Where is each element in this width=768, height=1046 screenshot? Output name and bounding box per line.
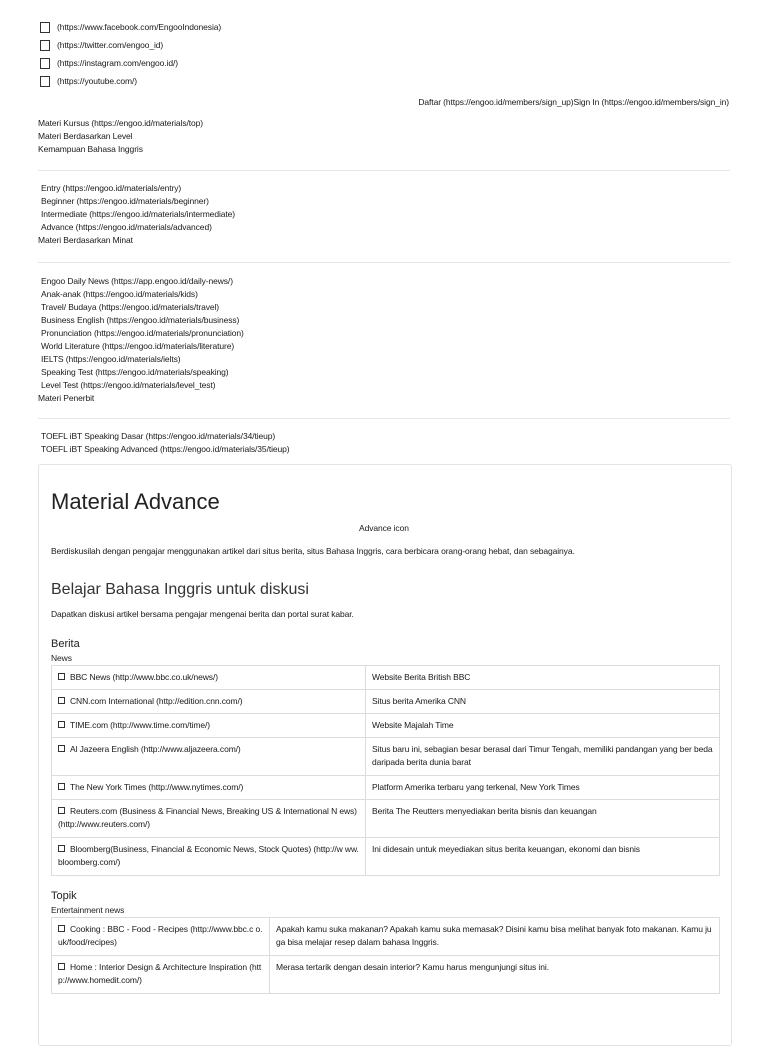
youtube-icon: [40, 76, 50, 87]
news-heading: Berita: [51, 638, 80, 650]
news-site-description: Platform Amerika terbaru yang terkenal, New York Times: [366, 776, 720, 800]
menu-toefl-advanced[interactable]: TOEFL iBT Speaking Advanced (https://engoo.id/materials/35/tieup): [41, 444, 290, 454]
facebook-link[interactable]: (https://www.facebook.com/EngooIndonesia): [57, 22, 222, 32]
news-table: [51, 665, 720, 876]
table-row: [52, 838, 720, 876]
menu-course-materials[interactable]: Materi Kursus (https://engoo.id/materials/top): [38, 118, 204, 128]
section-description: Dapatkan diskusi artikel bersama pengajar mengenai berita dan portal surat kabar.: [51, 609, 354, 619]
news-site-description: Situs baru ini, sebagian besar berasal dari Timur Tengah, memiliki pandangan yang ber beda daripada berita dunia barat: [366, 738, 720, 776]
facebook-icon: [40, 22, 50, 33]
link-icon: [58, 783, 65, 790]
page-title: Material Advance: [51, 489, 220, 514]
menu-toefl-basic[interactable]: TOEFL iBT Speaking Dasar (https://engoo.id/materials/34/tieup): [41, 431, 276, 441]
social-link-facebook[interactable]: [40, 18, 221, 36]
materials-menu-levels: [38, 182, 235, 247]
material-card: [38, 464, 732, 1046]
menu-interest-ielts[interactable]: IELTS (https://engoo.id/materials/ielts): [41, 354, 181, 364]
link-icon: [58, 673, 65, 680]
link-icon: [58, 963, 65, 970]
advance-icon: Advance icon: [359, 523, 409, 533]
materials-menu-top: [38, 117, 203, 156]
news-site-link[interactable]: Bloomberg(Business, Financial & Economic News, Stock Quotes) (http://w ww.bloomberg.com/): [58, 844, 359, 867]
news-site-link[interactable]: Al Jazeera English (http://www.aljazeera.com/): [70, 744, 241, 754]
news-subheading: News: [51, 653, 72, 663]
news-site-link[interactable]: Reuters.com (Business & Financial News, Breaking US & International N ews) (http://www.reuters.com/): [58, 806, 357, 829]
menu-interest-business[interactable]: Business English (https://engoo.id/materials/business): [41, 315, 240, 325]
auth-links: [418, 97, 729, 107]
news-site-description: Berita The Reutters menyediakan berita bisnis dan keuangan: [366, 800, 720, 838]
divider: [38, 262, 730, 263]
menu-english-skill-heading: Kemampuan Bahasa Inggris: [38, 144, 143, 154]
materials-menu-publisher: [38, 430, 290, 456]
instagram-link[interactable]: (https://instagram.com/engoo.id/): [57, 58, 178, 68]
signin-link[interactable]: Sign In (https://engoo.id/members/sign_in): [573, 97, 729, 107]
link-icon: [58, 845, 65, 852]
divider: [38, 418, 730, 419]
news-site-description: Website Berita British BBC: [366, 666, 720, 690]
social-link-twitter[interactable]: [40, 36, 221, 54]
menu-interest-travel[interactable]: Travel/ Budaya (https://engoo.id/materials/travel): [41, 302, 219, 312]
topic-subheading: Entertainment news: [51, 905, 125, 915]
link-icon: [58, 697, 65, 704]
twitter-link[interactable]: (https://twitter.com/engoo_id): [57, 40, 164, 50]
table-row: [52, 800, 720, 838]
social-link-instagram[interactable]: [40, 54, 221, 72]
news-site-link[interactable]: CNN.com International (http://edition.cnn.com/): [70, 696, 243, 706]
menu-interest-daily-news[interactable]: Engoo Daily News (https://app.engoo.id/daily-news/): [41, 276, 233, 286]
table-row: [52, 738, 720, 776]
social-link-youtube[interactable]: [40, 72, 221, 90]
news-site-link[interactable]: TIME.com (http://www.time.com/time/): [70, 720, 210, 730]
signup-link[interactable]: Daftar (https://engoo.id/members/sign_up): [418, 97, 574, 107]
menu-by-level-heading: Materi Berdasarkan Level: [38, 131, 133, 141]
menu-by-interest-heading: Materi Berdasarkan Minat: [38, 235, 133, 245]
twitter-icon: [40, 40, 50, 51]
menu-interest-literature[interactable]: World Literature (https://engoo.id/materials/literature): [41, 341, 235, 351]
news-site-description: Ini didesain untuk meyediakan situs berita keuangan, ekonomi dan bisnis: [366, 838, 720, 876]
social-links: [40, 18, 221, 90]
table-row: [52, 690, 720, 714]
link-icon: [58, 745, 65, 752]
topic-site-description: Apakah kamu suka makanan? Apakah kamu suka memasak? Disini kamu bisa melihat banyak foto makanan. Kamu juga bisa melajar resep dalam bahasa Inggris.: [270, 918, 720, 956]
menu-publisher-heading: Materi Penerbit: [38, 393, 95, 403]
news-site-description: Website Majalah Time: [366, 714, 720, 738]
news-site-description: Situs berita Amerika CNN: [366, 690, 720, 714]
divider: [38, 170, 730, 171]
table-row: [52, 956, 720, 994]
link-icon: [58, 925, 65, 932]
topic-heading: Topik: [51, 890, 77, 902]
materials-menu-interests: [38, 275, 244, 405]
menu-level-entry[interactable]: Entry (https://engoo.id/materials/entry): [41, 183, 182, 193]
table-row: [52, 666, 720, 690]
table-row: [52, 714, 720, 738]
page-description: Berdiskusilah dengan pengajar menggunakan artikel dari situs berita, situs Bahasa Inggris, cara berbicara orang-orang hebat, dan sebagainya.: [51, 546, 575, 556]
youtube-link[interactable]: (https://youtube.com/): [57, 76, 138, 86]
menu-level-beginner[interactable]: Beginner (https://engoo.id/materials/beginner): [41, 196, 209, 206]
link-icon: [58, 807, 65, 814]
menu-interest-pronunciation[interactable]: Pronunciation (https://engoo.id/materials/pronunciation): [41, 328, 244, 338]
link-icon: [58, 721, 65, 728]
topic-site-description: Merasa tertarik dengan desain interior? Kamu harus mengunjungi situs ini.: [270, 956, 720, 994]
topic-site-link[interactable]: Cooking : BBC - Food - Recipes (http://www.bbc.c o.uk/food/recipes): [58, 924, 263, 947]
menu-level-advance[interactable]: Advance (https://engoo.id/materials/advanced): [41, 222, 212, 232]
instagram-icon: [40, 58, 50, 69]
topic-table: [51, 917, 720, 994]
section-title: Belajar Bahasa Inggris untuk diskusi: [51, 581, 309, 598]
menu-interest-kids[interactable]: Anak-anak (https://engoo.id/materials/kids): [41, 289, 198, 299]
table-row: [52, 776, 720, 800]
menu-interest-speaking[interactable]: Speaking Test (https://engoo.id/materials/speaking): [41, 367, 229, 377]
news-site-link[interactable]: The New York Times (http://www.nytimes.com/): [70, 782, 244, 792]
menu-interest-level-test[interactable]: Level Test (https://engoo.id/materials/level_test): [41, 380, 216, 390]
table-row: [52, 918, 720, 956]
news-site-link[interactable]: BBC News (http://www.bbc.co.uk/news/): [70, 672, 218, 682]
topic-site-link[interactable]: Home : Interior Design & Architecture Inspiration (http://www.homedit.com/): [58, 962, 262, 985]
menu-level-intermediate[interactable]: Intermediate (https://engoo.id/materials/intermediate): [41, 209, 235, 219]
